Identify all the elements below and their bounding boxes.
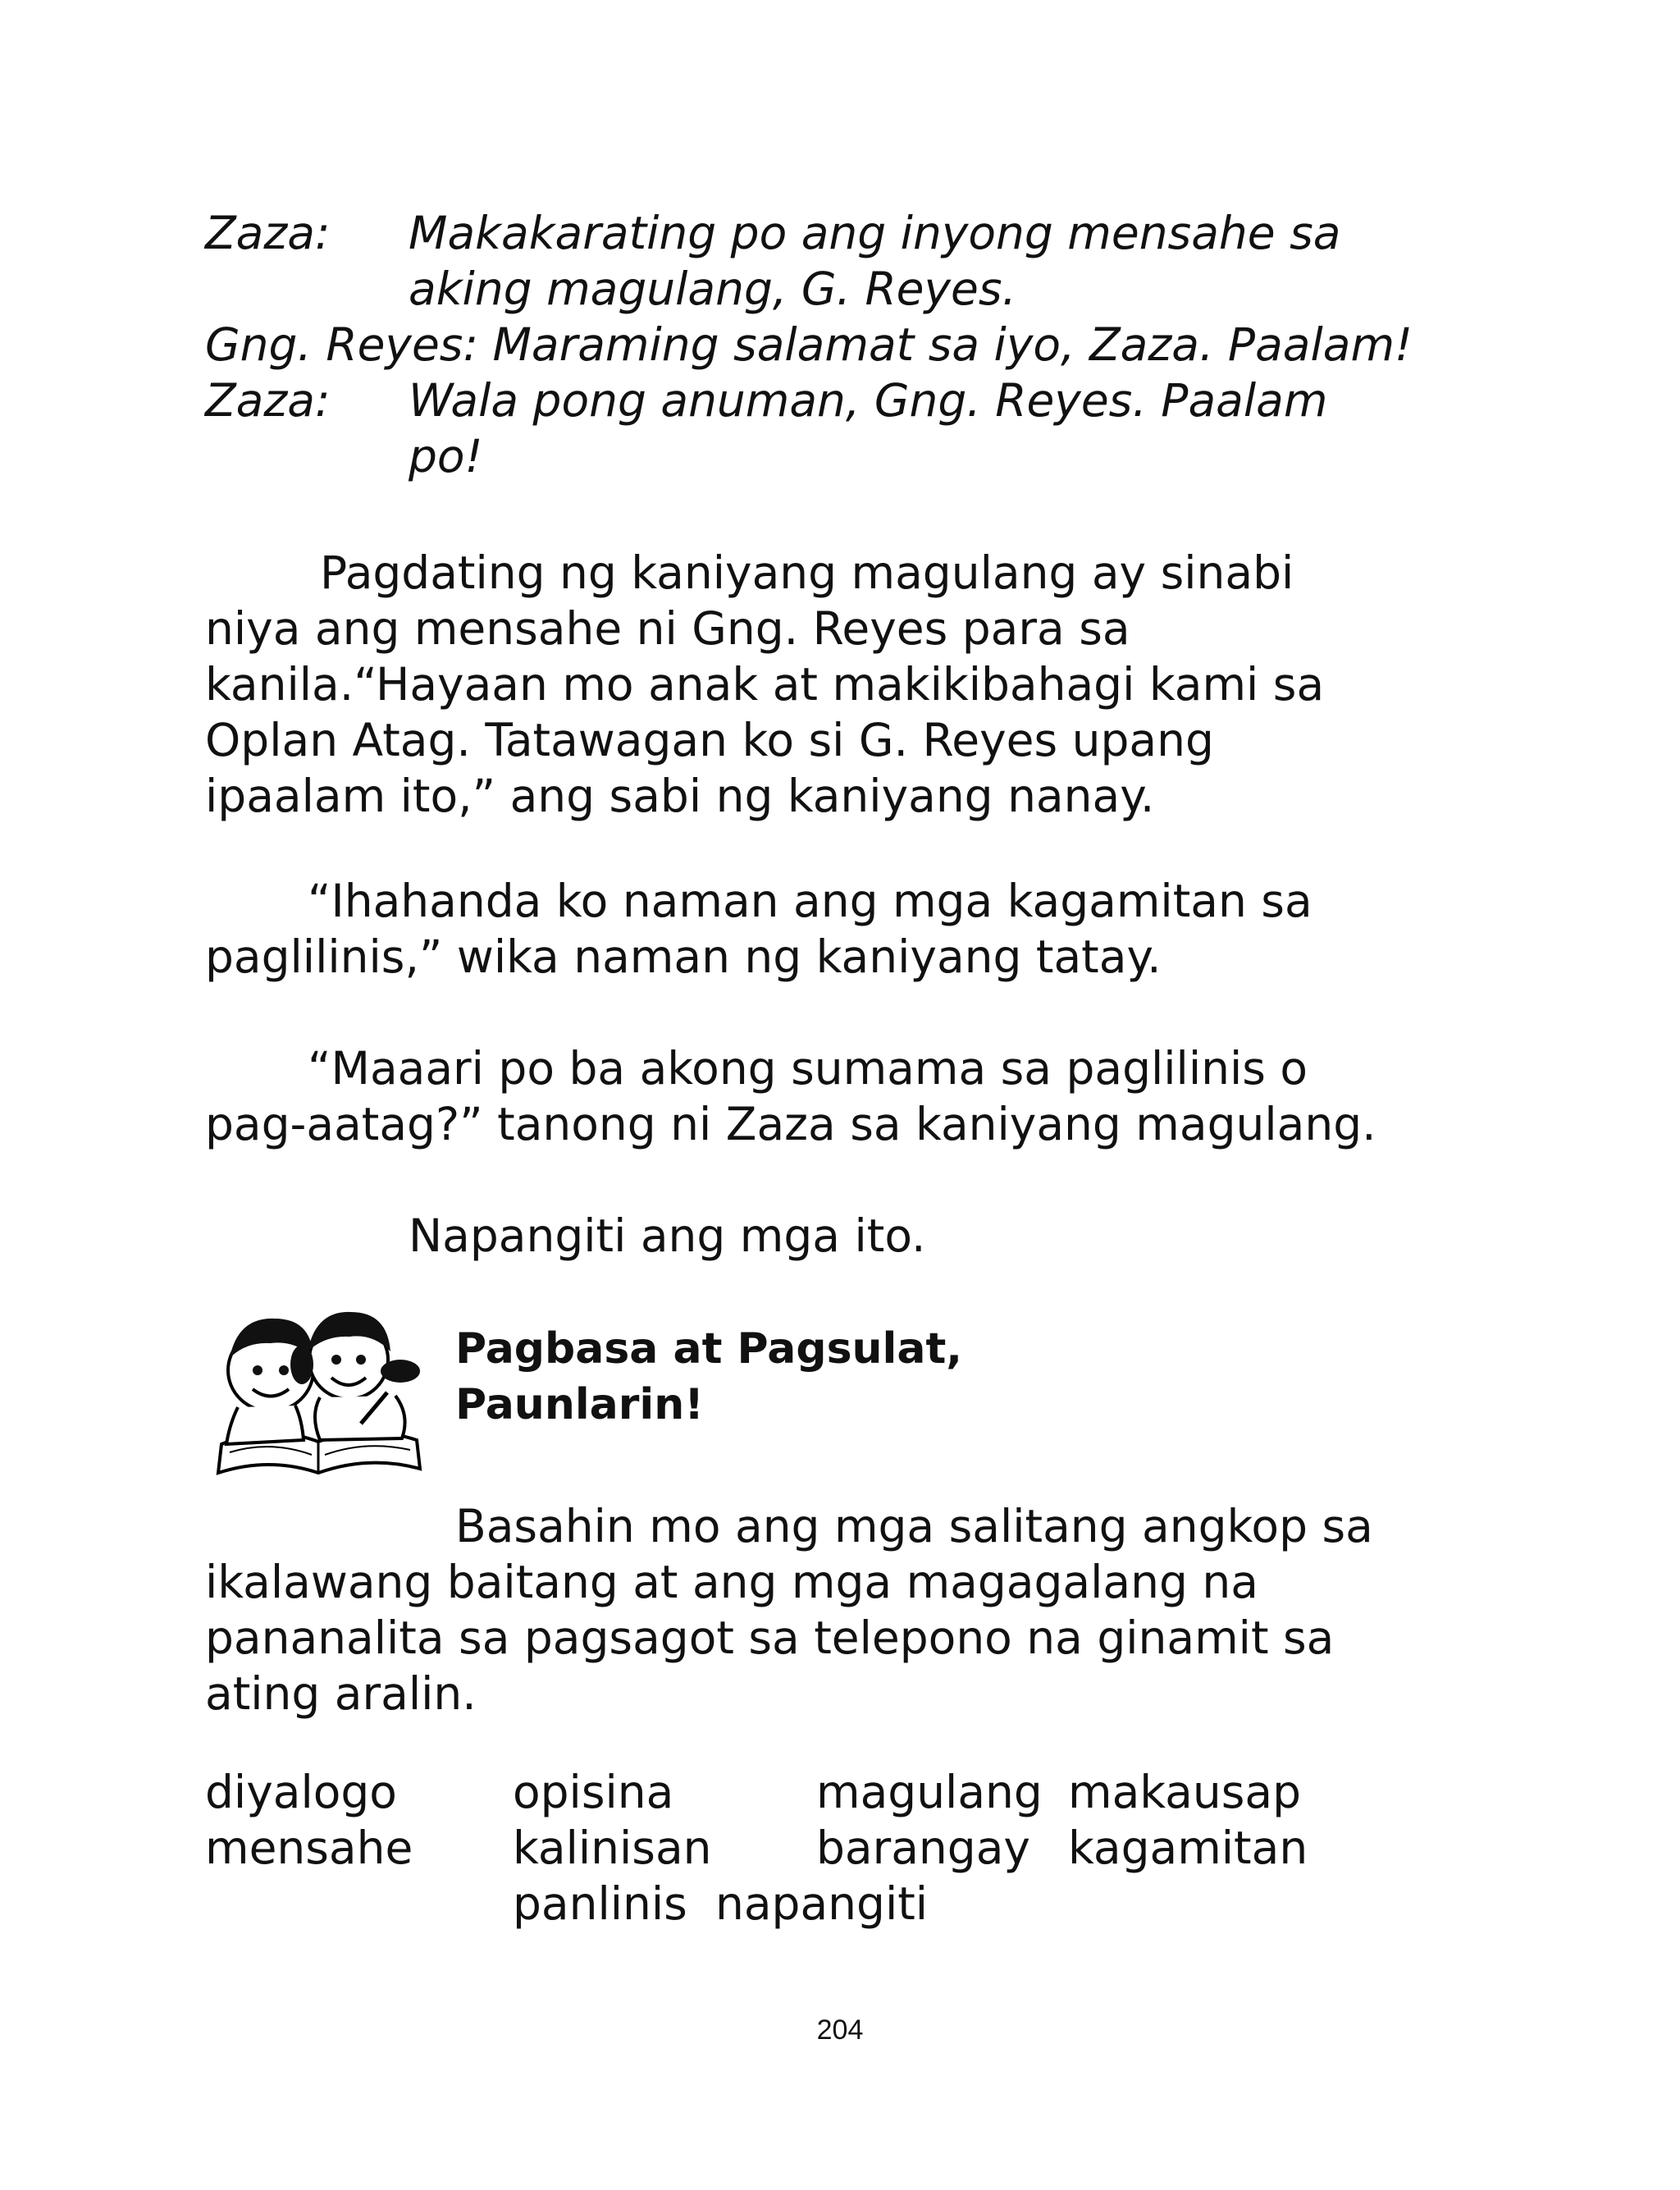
word-list-item: panlinis xyxy=(513,1877,687,1930)
word: sinabi xyxy=(1160,546,1294,599)
dialogue-text: Wala pong anuman, Gng. Reyes. Paalam xyxy=(409,374,1328,427)
paragraph-row: Basahin mo ang mga salitang angkop sa xyxy=(455,1500,1373,1552)
page-number: 204 xyxy=(816,2014,864,2046)
section-heading xyxy=(455,1321,962,1433)
paragraph-1 xyxy=(205,545,1386,824)
speaker-label: Zaza: xyxy=(205,207,331,259)
word: ko xyxy=(742,714,794,766)
paragraph-row: Napangiti ang mga ito. xyxy=(409,1209,926,1262)
paragraph-row: paglilinis,” wika naman ng kaniyang tatay. xyxy=(205,930,1162,983)
word-list-item: diyalogo xyxy=(205,1766,397,1818)
word: sa xyxy=(1079,602,1130,655)
word-list-item: kagamitan xyxy=(1068,1822,1308,1874)
word: at xyxy=(772,658,818,711)
word: G. xyxy=(858,714,909,766)
word: Pagdating xyxy=(320,546,546,599)
dialogue-line xyxy=(205,317,1413,373)
word: Atag. xyxy=(352,714,471,766)
word-list-item: mensahe xyxy=(205,1822,413,1874)
word-list-item: magulang xyxy=(816,1766,1043,1818)
word-list-item: kalinisan xyxy=(513,1822,712,1874)
paragraph-row xyxy=(205,601,1386,656)
heading-line: Paunlarin! xyxy=(455,1380,704,1429)
dialogue-line xyxy=(205,428,1386,484)
word: para xyxy=(961,602,1065,655)
word: ang xyxy=(314,602,400,655)
word-list-item: barangay xyxy=(816,1822,1030,1874)
word: sa xyxy=(1272,658,1325,711)
dialogue-text: po! xyxy=(409,430,483,482)
word: anak xyxy=(648,658,759,711)
paragraph-row: ikalawang baitang at ang mga magagalang na xyxy=(205,1556,1258,1608)
dialogue-line xyxy=(205,373,1386,428)
dialogue-text: aking magulang, G. Reyes. xyxy=(409,263,1017,315)
paragraph-row xyxy=(205,712,1386,768)
word: magulang xyxy=(851,546,1078,599)
paragraph-row: “Maaari po ba akong sumama sa paglilinis o xyxy=(308,1042,1308,1095)
word: mensahe xyxy=(413,602,623,655)
word: mo xyxy=(562,658,634,711)
word: ng xyxy=(559,546,617,599)
word: kami xyxy=(1148,658,1259,711)
word: niya xyxy=(205,602,301,655)
word: ay xyxy=(1091,546,1147,599)
section-heading-block xyxy=(205,1301,1386,1489)
heading-line: Pagbasa at Pagsulat, xyxy=(455,1324,963,1374)
paragraph-row: “Ihahanda ko naman ang mga kagamitan sa xyxy=(308,875,1312,927)
word: kanila.“Hayaan xyxy=(205,658,548,711)
paragraph-row: pag-aatag?” tanong ni Zaza sa kaniyang magulang. xyxy=(205,1098,1376,1150)
word: upang xyxy=(1071,714,1214,766)
paragraph-row: pananalita sa pagsagot sa telepono na ginamit sa xyxy=(205,1612,1335,1664)
word: Tatawagan xyxy=(485,714,728,766)
word-list-item: opisina xyxy=(513,1766,674,1818)
dialogue-line xyxy=(205,261,1386,317)
paragraph-row xyxy=(205,545,1386,601)
word: ni xyxy=(636,602,678,655)
word-list-item: napangiti xyxy=(715,1877,929,1930)
dialogue-text: Gng. Reyes: Maraming salamat sa iyo, Zaza. Paalam! xyxy=(205,318,1413,371)
dialogue-line xyxy=(205,205,1386,261)
dialogue-block xyxy=(205,205,1413,484)
word: kaniyang xyxy=(631,546,838,599)
paragraph-row: ipaalam ito,” ang sabi ng kaniyang nanay. xyxy=(205,770,1155,822)
paragraph-row xyxy=(205,656,1386,712)
paragraph-4 xyxy=(205,1208,1386,1264)
instructions-paragraph xyxy=(205,1498,1386,1721)
children-reading-book-icon xyxy=(205,1301,431,1485)
paragraph-3 xyxy=(205,1040,1386,1152)
paragraph-row: ating aralin. xyxy=(205,1667,477,1720)
word: makikibahagi xyxy=(832,658,1135,711)
paragraph-2 xyxy=(205,873,1386,985)
word: Oplan xyxy=(205,714,339,766)
word: Reyes xyxy=(922,714,1058,766)
word: Gng. xyxy=(692,602,799,655)
dialogue-text: Makakarating po ang inyong mensahe sa xyxy=(409,207,1341,259)
speaker-label: Zaza: xyxy=(205,374,331,427)
word-list-item: makausap xyxy=(1068,1766,1301,1818)
word: si xyxy=(808,714,845,766)
word: Reyes xyxy=(812,602,948,655)
